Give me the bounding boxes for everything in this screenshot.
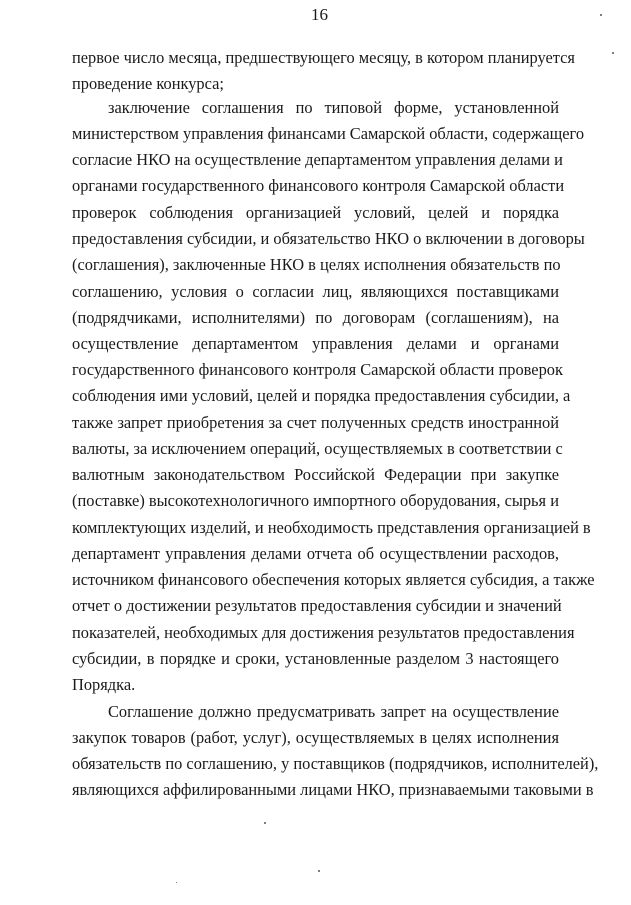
text-line: отчет о достижении результатов предоставления субсидии и значений xyxy=(72,596,562,615)
text-line: обязательств по соглашению, у поставщиков (подрядчиков, исполнителей), xyxy=(72,754,599,773)
scan-speck xyxy=(318,870,320,872)
text-line: государственного финансового контроля Самарской области проверок xyxy=(72,360,563,379)
text-line: заключение соглашения по типовой форме, установленной xyxy=(108,98,559,117)
scan-speck xyxy=(612,52,614,54)
text-line: проверок соблюдения организацией условий, целей и порядка xyxy=(72,203,559,222)
text-line: источником финансового обеспечения которых является субсидия, а также xyxy=(72,570,595,589)
text-line: (соглашения), заключенные НКО в целях исполнения обязательств по xyxy=(72,255,561,274)
text-line: валютным законодательством Российской Федерации при закупке xyxy=(72,465,559,484)
text-line: Порядка. xyxy=(72,675,136,694)
text-line: также запрет приобретения за счет полученных средств иностранной xyxy=(72,413,559,432)
text-line: являющихся аффилированными лицами НКО, признаваемыми таковыми в xyxy=(72,780,594,799)
scan-speck xyxy=(264,822,266,824)
text-line: закупок товаров (работ, услуг), осуществляемых в целях исполнения xyxy=(72,728,559,747)
text-line: первое число месяца, предшествующего месяцу, в котором планируется xyxy=(72,48,575,67)
page-number: 16 xyxy=(311,5,328,24)
scan-speck xyxy=(600,14,602,16)
text-line: комплектующих изделий, и необходимость представления организацией в xyxy=(72,518,591,537)
text-line: органами государственного финансового контроля Самарской области xyxy=(72,176,565,195)
text-line: (поставке) высокотехнологичного импортного оборудования, сырья и xyxy=(72,491,559,510)
text-line: соглашению, условия о согласии лиц, являющихся поставщиками xyxy=(72,282,559,301)
text-line: валюты, за исключением операций, осуществляемых в соответствии с xyxy=(72,439,563,458)
text-line: министерством управления финансами Самарской области, содержащего xyxy=(72,124,585,143)
text-line: проведение конкурса; xyxy=(72,74,224,93)
text-line: согласие НКО на осуществление департаментом управления делами и xyxy=(72,150,563,169)
text-line: Соглашение должно предусматривать запрет на осуществление xyxy=(108,702,559,721)
text-line: соблюдения ими условий, целей и порядка предоставления субсидии, а xyxy=(72,386,571,405)
text-line: субсидии, в порядке и сроки, установленные разделом 3 настоящего xyxy=(72,649,559,668)
text-line: департамент управления делами отчета об осуществлении расходов, xyxy=(72,544,559,563)
text-line: предоставления субсидии, и обязательство НКО о включении в договоры xyxy=(72,229,585,248)
scan-speck xyxy=(176,882,177,883)
text-line: осуществление департаментом управления делами и органами xyxy=(72,334,559,353)
text-line: показателей, необходимых для достижения результатов предоставления xyxy=(72,623,575,642)
text-line: (подрядчиками, исполнителями) по договорам (соглашениям), на xyxy=(72,308,559,327)
